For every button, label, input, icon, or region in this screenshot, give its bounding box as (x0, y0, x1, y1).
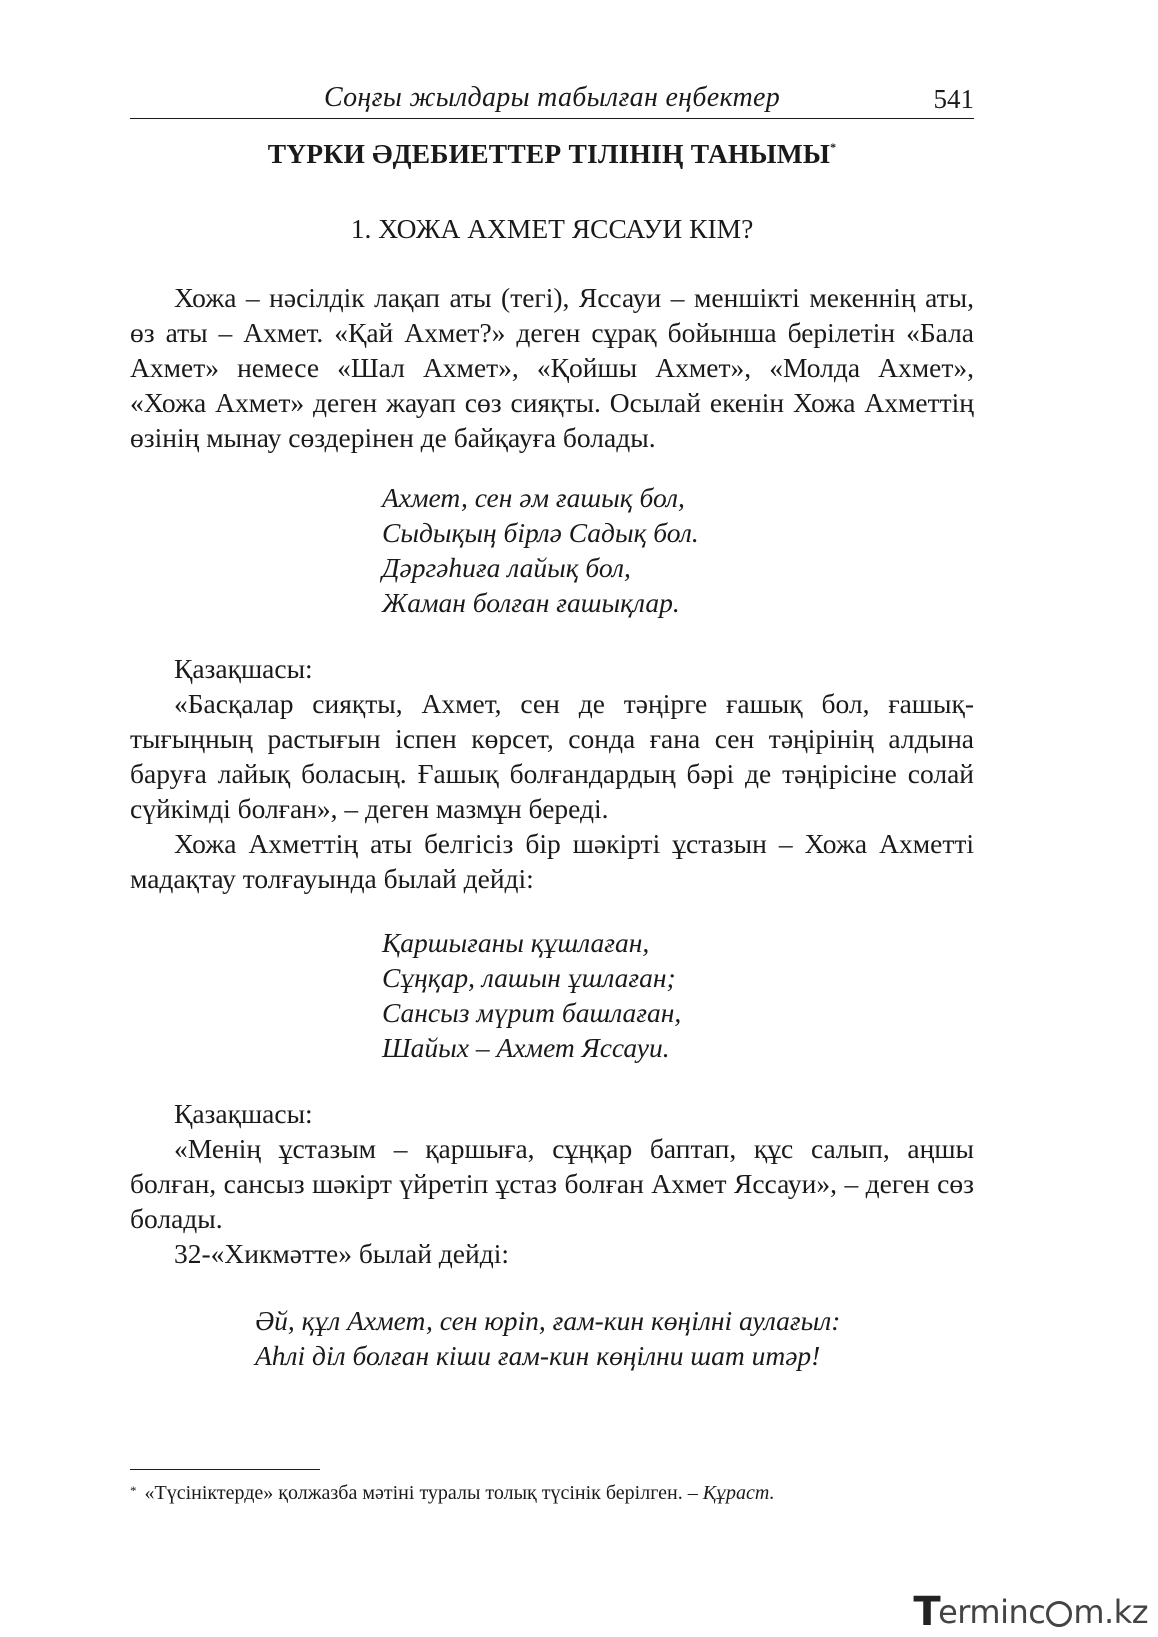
watermark-text-1: ermin (938, 1593, 1029, 1631)
translation-1-block (130, 651, 974, 896)
verse-2-line-4: Шайых – Ахмет Яссауи. (382, 1032, 670, 1063)
verse-3-line-1: Әй, құл Ахмет, сен юріп, ғам-кин көңілні аулағыл: (255, 1305, 841, 1336)
translation-2-label: Қазақшасы: (174, 1098, 313, 1129)
footnote-author: Құраст. (702, 1482, 775, 1504)
footnote-mark: * (130, 1483, 137, 1498)
verse-1 (382, 480, 699, 620)
paragraph-4: «Менің ұстазым – қаршыға, сұңқар баптап, құс салып, аңшы болған, сансыз шәкірт үйретіп ұстаз болған Ахмет Яссауи», – деген сөз болады. (130, 1133, 974, 1234)
verse-2 (382, 925, 681, 1065)
verse-1-line-2: Сыдықың бірлә Садық бол. (382, 517, 699, 548)
chapter-title (130, 138, 974, 170)
paragraph-5: 32-«Хикмәтте» былай дейді: (174, 1238, 509, 1269)
running-head (130, 80, 974, 119)
verse-3-line-2: Аһлі діл болған кіши ғам-кин көңілни шат итәр! (255, 1340, 821, 1371)
translation-2-block (130, 1096, 974, 1271)
watermark-text-2: c (1028, 1593, 1046, 1631)
translation-1-label: Қазақшасы: (174, 653, 313, 684)
page-number: 541 (933, 84, 974, 114)
termincom-watermark-logo (913, 1589, 1148, 1635)
paragraph-2: «Басқалар сияқты, Ахмет, сен де тәңірге ғашық бол, ғашықтығыңның растығын іспен көрсет, сонда ғана сен тәңірінің алдына баруға лайық боласың. Ғашық болғандардың бәрі де тәңірісіне солай сүйкімді болған», – деген мазмұн береді. (130, 688, 974, 824)
chapter-footnote-mark: * (830, 140, 837, 154)
verse-1-line-4: Жаман болған ғашықлар. (382, 587, 680, 618)
section-title: 1. ХОЖА АХМЕТ ЯССАУИ КІМ? (350, 213, 754, 244)
verse-2-line-2: Сұңқар, лашын ұшлаған; (382, 962, 676, 993)
watermark-circle-icon (1046, 1601, 1072, 1627)
verse-2-line-3: Сансыз мүрит башлаған, (382, 997, 682, 1028)
watermark-text-3: m.kz (1073, 1593, 1148, 1631)
verse-3 (255, 1303, 840, 1373)
paragraph-1: Хожа – нәсілдік лақап аты (тегі), Яссауи – меншікті мекеннің аты, өз аты – Ахмет. «Қай Ахмет?» деген сұрақ бойынша берілетін «Бала Ахмет» немесе «Шал Ахмет», «Қойшы Ахмет», «Молда Ахмет», «Хожа Ахмет» деген жауап сөз сияқты. Осылай екенін Хожа Ахметтің өзінің мынау сөздерінен де байқауға болады. (130, 282, 974, 453)
paragraph-3: Хожа Ахметтің аты белгісіз бір шәкірті ұстазын – Хожа Ахметті мадақтау толғауында былай дейді: (130, 828, 974, 894)
verse-1-line-1: Ахмет, сен әм ғашық бол, (382, 482, 685, 513)
footnote (130, 1482, 1030, 1505)
chapter-title-text: ТҮРКИ ӘДЕБИЕТТЕР ТІЛІНІҢ ТАНЫМЫ (267, 138, 831, 169)
footnote-text: «Түсініктерде» қолжазба мәтіні туралы толық түсінік берілген. – (144, 1482, 698, 1504)
verse-1-line-3: Дәргәһиға лайық бол, (382, 552, 631, 583)
footnote-divider (130, 1469, 320, 1470)
watermark-letter-t: T (913, 1589, 941, 1635)
paragraph-1-block (130, 280, 974, 455)
running-title: Соңғы жылдары табылған еңбектер (323, 82, 781, 113)
verse-2-line-1: Қаршығаны құшлаған, (382, 927, 650, 958)
